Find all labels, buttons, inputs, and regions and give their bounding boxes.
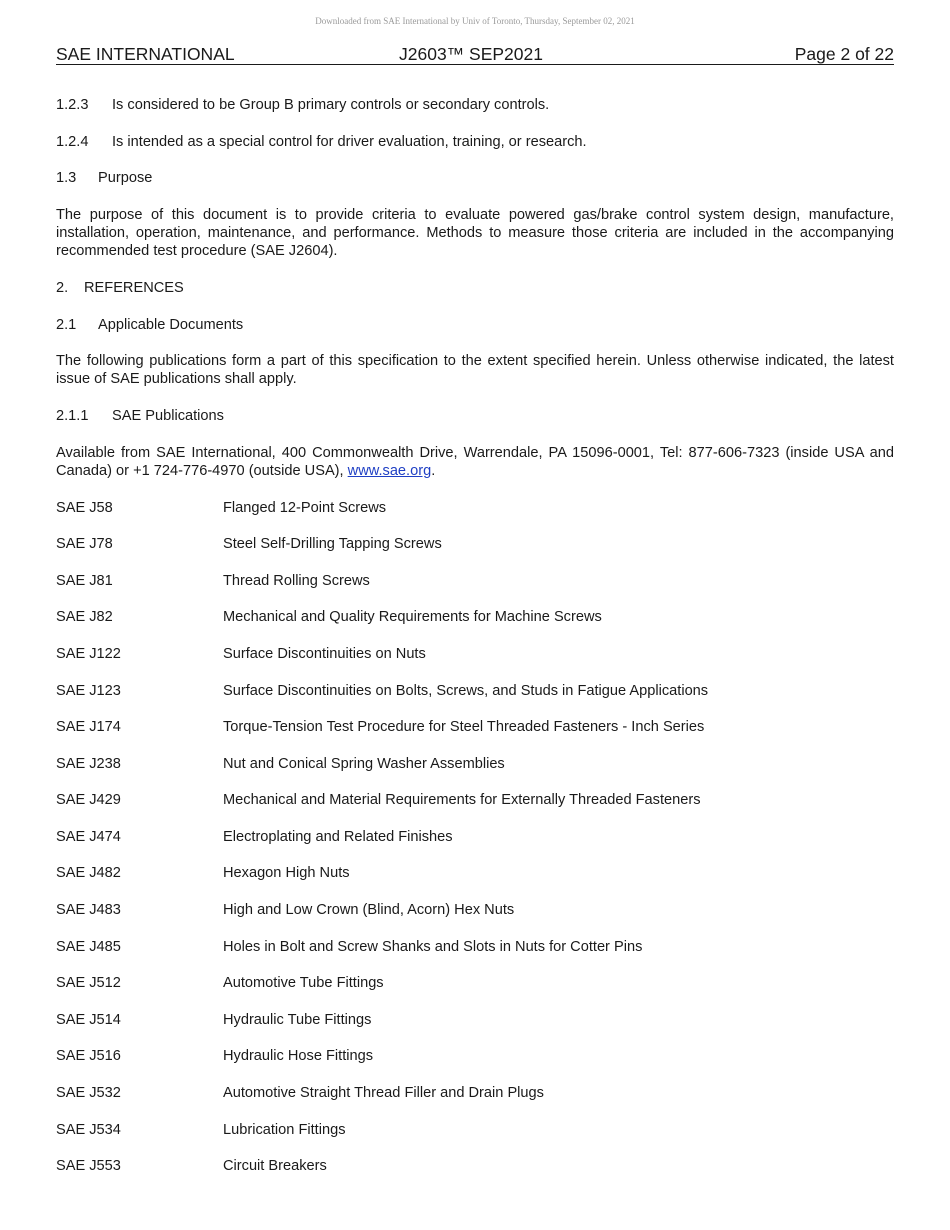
reference-title: Electroplating and Related Finishes <box>223 828 453 845</box>
purpose-paragraph: The purpose of this document is to provide criteria to evaluate powered gas/brake control system design, manufacture, installation, operation, maintenance, and performance. Methods to measure those criteria are included in the accompanying recommended test procedure (SAE J2604). <box>56 206 894 260</box>
reference-code: SAE J485 <box>56 938 121 955</box>
reference-title: Flanged 12-Point Screws <box>223 499 387 516</box>
reference-title: Surface Discontinuities on Nuts <box>223 645 426 662</box>
reference-item <box>56 901 894 919</box>
reference-code: SAE J516 <box>56 1048 121 1065</box>
reference-item <box>56 864 894 882</box>
reference-item <box>56 645 894 663</box>
reference-item <box>56 682 894 700</box>
section-title: SAE Publications <box>112 408 224 425</box>
reference-title: Automotive Straight Thread Filler and Drain Plugs <box>223 1085 544 1102</box>
reference-item <box>56 1047 894 1065</box>
reference-item <box>56 828 894 846</box>
header-organization: SAE INTERNATIONAL <box>56 44 235 64</box>
reference-title: Automotive Tube Fittings <box>223 975 384 992</box>
applicable-documents-paragraph: The following publications form a part of this specification to the extent specified herein. Unless otherwise indicated, the latest issue of SAE publications shall apply. <box>56 353 894 388</box>
reference-item <box>56 499 894 517</box>
section-number: 2.1 <box>56 316 77 333</box>
reference-title: Thread Rolling Screws <box>223 572 370 589</box>
reference-item <box>56 608 894 626</box>
reference-title: Hexagon High Nuts <box>223 865 350 882</box>
running-header <box>56 44 894 65</box>
reference-code: SAE J123 <box>56 682 121 699</box>
reference-title: Steel Self-Drilling Tapping Screws <box>223 536 442 553</box>
reference-item <box>56 1121 894 1139</box>
reference-code: SAE J512 <box>56 975 121 992</box>
section-2-1-1-heading <box>56 407 894 425</box>
section-2-1-heading <box>56 316 894 334</box>
reference-code: SAE J78 <box>56 536 113 553</box>
reference-code: SAE J81 <box>56 572 113 589</box>
header-page-number: Page 2 of 22 <box>794 44 894 64</box>
reference-code: SAE J82 <box>56 609 113 626</box>
reference-item <box>56 791 894 809</box>
reference-title: Surface Discontinuities on Bolts, Screws, and Studs in Fatigue Applications <box>223 682 709 699</box>
reference-title: Hydraulic Hose Fittings <box>223 1048 374 1065</box>
reference-code: SAE J58 <box>56 499 113 516</box>
reference-item <box>56 938 894 956</box>
clause-text: Is intended as a special control for driver evaluation, training, or research. <box>112 133 587 150</box>
reference-item <box>56 755 894 773</box>
clause-1-2-4 <box>56 133 894 151</box>
reference-item <box>56 1011 894 1029</box>
sae-website-link[interactable]: www.sae.org <box>347 462 432 479</box>
download-watermark: Downloaded from SAE International by Univ of Toronto, Thursday, September 02, 2021 <box>315 16 635 26</box>
clause-1-2-3 <box>56 96 894 114</box>
reference-item <box>56 1084 894 1102</box>
reference-list <box>56 499 894 1176</box>
clause-text: Is considered to be Group B primary controls or secondary controls. <box>112 97 550 113</box>
reference-title: Mechanical and Quality Requirements for Machine Screws <box>223 609 602 626</box>
section-number: 1.3 <box>56 170 77 187</box>
reference-code: SAE J534 <box>56 1121 121 1138</box>
reference-code: SAE J514 <box>56 1011 121 1028</box>
reference-item <box>56 1157 894 1175</box>
clause-number: 1.2.3 <box>56 97 89 113</box>
availability-end: . <box>431 462 436 479</box>
reference-code: SAE J174 <box>56 719 121 736</box>
reference-code: SAE J553 <box>56 1158 121 1175</box>
availability-paragraph <box>56 444 894 481</box>
section-2-heading <box>56 279 894 297</box>
reference-title: Circuit Breakers <box>223 1158 327 1175</box>
availability-text: Available from SAE International, 400 Commonwealth Drive, Warrendale, PA 15096-0001, Tel: 877-606-7323 (inside USA and Canada) or +1 724-776-4970 (outside USA), <box>56 444 894 479</box>
reference-item <box>56 572 894 590</box>
reference-item <box>56 535 894 553</box>
reference-code: SAE J429 <box>56 792 121 809</box>
header-document-id: J2603™ SEP2021 <box>399 44 543 64</box>
clause-number: 1.2.4 <box>56 133 89 150</box>
reference-code: SAE J238 <box>56 755 121 772</box>
page-body <box>56 96 894 1194</box>
reference-code: SAE J482 <box>56 865 121 882</box>
reference-code: SAE J532 <box>56 1085 121 1102</box>
reference-title: Holes in Bolt and Screw Shanks and Slots in Nuts for Cotter Pins <box>223 938 643 955</box>
reference-title: High and Low Crown (Blind, Acorn) Hex Nuts <box>223 902 515 919</box>
reference-item <box>56 718 894 736</box>
reference-title: Mechanical and Material Requirements for Externally Threaded Fasteners <box>223 792 701 809</box>
reference-title: Torque-Tension Test Procedure for Steel Threaded Fasteners - Inch Series <box>223 719 705 736</box>
section-title: Purpose <box>98 170 153 187</box>
reference-code: SAE J474 <box>56 828 121 845</box>
reference-item <box>56 974 894 992</box>
section-number: 2. <box>56 279 69 296</box>
section-1-3-heading <box>56 169 894 187</box>
section-title: Applicable Documents <box>98 316 244 333</box>
reference-title: Hydraulic Tube Fittings <box>223 1011 372 1028</box>
section-number: 2.1.1 <box>56 408 89 425</box>
reference-code: SAE J483 <box>56 902 121 919</box>
reference-title: Nut and Conical Spring Washer Assemblies <box>223 755 505 772</box>
reference-title: Lubrication Fittings <box>223 1121 346 1138</box>
reference-code: SAE J122 <box>56 645 121 662</box>
section-title: REFERENCES <box>84 279 184 296</box>
